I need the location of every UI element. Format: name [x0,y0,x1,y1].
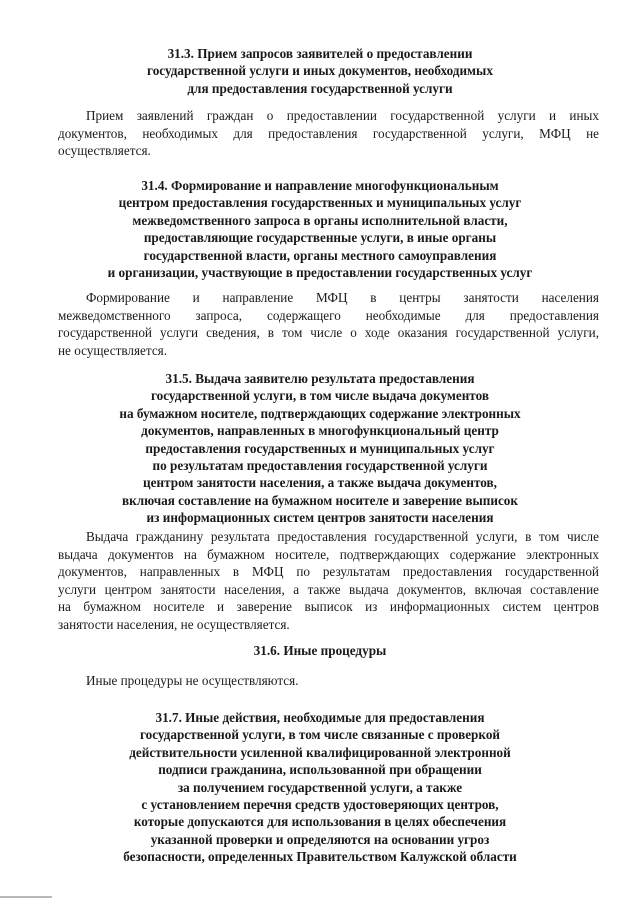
heading-line: 31.3. Прием запросов заявителей о предоставлении [167,46,473,61]
heading-line: государственной услуги, в том числе выдача документов [151,388,489,404]
section-31-5-heading [40,370,600,527]
heading-line: центром занятости населения, а также выдача документов, [143,475,497,491]
body-line: документов, направленных в МФЦ по результатам предоставления государственной [58,564,599,580]
heading-line: государственной власти, органы местного самоуправления [143,247,497,263]
heading-line: безопасности, определенных Правительством Калужской области [123,849,517,865]
heading-line: 31.7. Иные действия, необходимые для предоставления [155,710,485,725]
body-line: Выдача гражданину результата предоставления государственной услуги, в том числе [86,529,599,544]
heading-line: центром предоставления государственных и муниципальных услуг [118,195,522,211]
heading-line: из информационных систем центров занятости населения [146,510,494,526]
heading-line: и организации, участвующие в предоставлении государственных услуг [107,265,533,281]
heading-line: 31.4. Формирование и направление многофункциональным [141,178,499,193]
heading-line: включая составление на бумажном носителе и заверение выписок [122,492,518,508]
body-line: на бумажном носителе и заверение выписок из информационных систем центров [58,599,599,615]
body-line: осуществляется. [58,143,151,159]
section-31-7-heading [40,709,600,866]
heading-line: за получением государственной услуги, а также [177,779,463,795]
body-line: Формирование и направление МФЦ в центры занятости населения [86,290,599,305]
heading-line: указанной проверки и определяются на основании угроз [150,831,490,847]
section-31-4-body [58,289,599,359]
section-31-4-heading [40,177,600,281]
body-line: документов, необходимых для предоставления государственной услуги, МФЦ не [58,125,599,141]
heading-line: предоставляющие государственные услуги, в иные органы [143,230,497,246]
heading-line: документов, направленных в многофункциональный центр [141,423,499,439]
body-line: выдача документов на бумажном носителе, подтверждающих содержание электронных [58,546,599,562]
heading-line: подписи гражданина, использованной при обращении [158,762,482,778]
body-line: межведомственного запроса, содержащего необходимые для предоставления [58,307,599,323]
heading-line: государственной услуги и иных документов, необходимых [147,63,493,79]
heading-line: предоставления государственных и муниципальных услуг [145,440,495,456]
section-31-3-heading [40,45,600,97]
body-line: Прием заявлений граждан о предоставлении государственной услуги и иных [86,108,599,123]
section-31-6-body: Иные процедуры не осуществляются. [86,673,299,688]
heading-line: действительности усиленной квалифицированной электронной [129,744,511,760]
heading-line: государственной услуги, в том числе связанные с проверкой [139,727,501,743]
heading-line: для предоставления государственной услуги [187,80,453,96]
heading-line: межведомственного запроса в органы исполнительной власти, [132,212,508,228]
heading-line: 31.6. Иные процедуры [253,643,387,658]
body-line: не осуществляется. [58,342,168,358]
body-line: занятости населения, не осуществляется. [58,616,290,632]
heading-line: которые допускаются для использования в целях обеспечения [133,814,507,830]
heading-line: 31.5. Выдача заявителю результата предоставления [165,371,475,386]
body-line: государственной услуги сведения, в том числе о ходе оказания государственной услуги, [58,325,599,341]
section-31-3-body [58,107,599,160]
scan-edge-mark [0,896,52,898]
body-line: услуги центром занятости населения, а также выдача документов, включая составление [58,581,599,597]
section-31-5-body [58,528,599,634]
section-31-6-heading [40,642,600,659]
heading-line: на бумажном носителе, подтверждающих содержание электронных [119,405,521,421]
heading-line: с установлением перечня средств удостоверяющих центров, [141,797,499,813]
heading-line: по результатам предоставления государственной услуги [152,458,488,474]
